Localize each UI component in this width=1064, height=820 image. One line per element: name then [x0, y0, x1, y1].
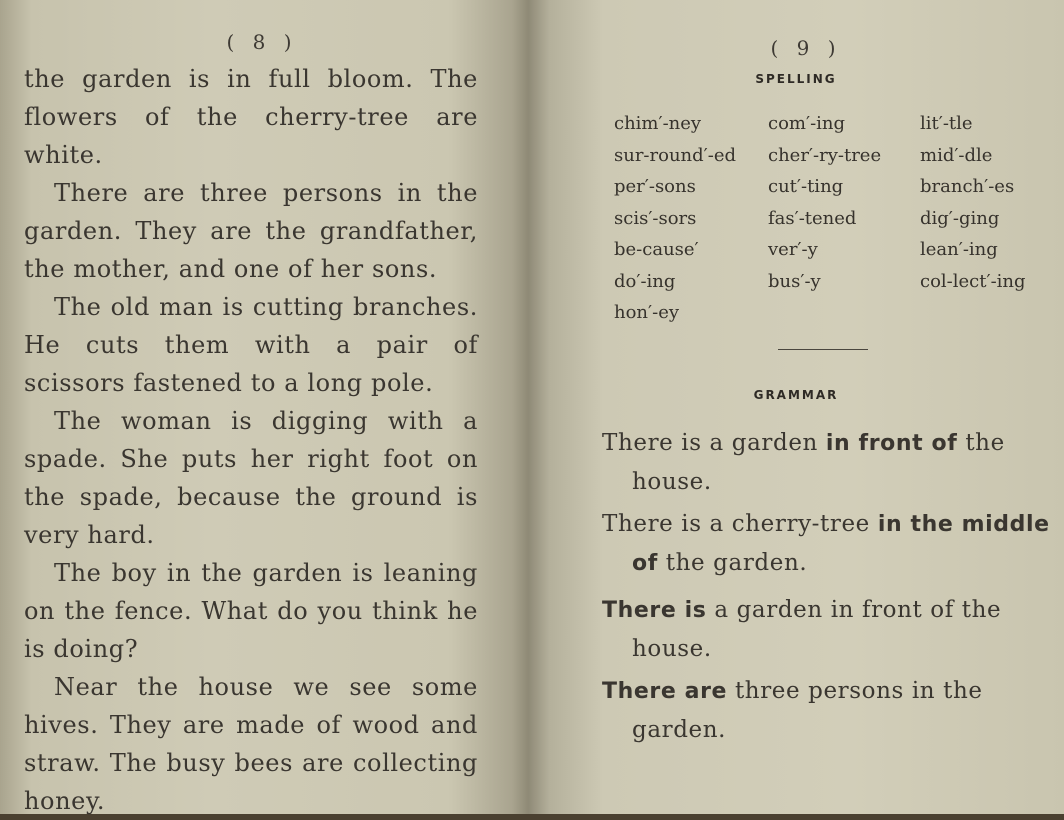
spelling-word: fas′-tened: [768, 207, 857, 229]
spelling-word: branch′-es: [920, 176, 1015, 197]
spelling-word: sur-round′-ed: [614, 144, 737, 166]
grammar-heading: GRAMMAR: [753, 387, 839, 402]
grammar-example-2: There is a cherry-tree in the middle: [602, 510, 1050, 537]
section-divider: [778, 349, 868, 350]
page-number-left: ( 8 ): [226, 30, 298, 54]
paragraph-3: The old man is cutting branches. He cuts them with a pair of scissors fastened to a long pole.: [24, 293, 478, 397]
spelling-word: do′-ing: [614, 270, 676, 292]
paragraph-1: the garden is in full bloom. The flowers of the cherry-tree are white.: [24, 65, 478, 169]
grammar-example-1-cont: house.: [632, 468, 712, 495]
grammar-example-4-cont: garden.: [632, 716, 727, 743]
spelling-word: ver′-y: [768, 239, 818, 260]
spelling-word: hon′-ey: [614, 302, 680, 323]
spelling-word: chim′-ney: [614, 113, 702, 134]
spelling-word: dig′-ging: [920, 207, 1000, 229]
spelling-word: mid′-dle: [920, 144, 993, 166]
spelling-word: cut′-ting: [768, 176, 844, 197]
spelling-word: lean′-ing: [920, 239, 998, 260]
spelling-word: com′-ing: [768, 113, 846, 134]
paragraph-5: The boy in the garden is leaning on the fence. What do you think he is doing?: [24, 559, 478, 663]
spelling-word: scis′-sors: [614, 207, 697, 229]
spelling-word: be-cause′: [614, 239, 699, 260]
grammar-example-2-cont: of the garden.: [632, 549, 808, 576]
grammar-example-1: There is a garden in front of the: [602, 429, 1005, 456]
spelling-word-list: [614, 108, 1050, 329]
page-number-right: ( 9 ): [770, 36, 842, 60]
spelling-word: cher′-ry-tree: [768, 144, 882, 166]
spelling-word: per′-sons: [614, 176, 696, 197]
spelling-word: bus′-y: [768, 270, 821, 292]
grammar-example-4: There are three persons in the: [602, 677, 983, 704]
grammar-example-3-cont: house.: [632, 635, 712, 662]
left-page: [0, 0, 528, 814]
spelling-word: col-lect′-ing: [920, 270, 1026, 292]
paragraph-4: The woman is digging with a spade. She puts her right foot on the spade, because the ground is very hard.: [24, 407, 478, 549]
paragraph-2: There are three persons in the garden. They are the grandfather, the mother, and one of her sons.: [24, 179, 478, 283]
right-page: [528, 0, 1064, 814]
grammar-example-3: There is a garden in front of the: [602, 596, 1002, 623]
paragraph-6: Near the house we see some hives. They are made of wood and straw. The busy bees are collecting honey.: [24, 673, 478, 815]
spelling-word: lit′-tle: [920, 113, 973, 134]
grammar-examples: [602, 424, 1050, 749]
spelling-heading: SPELLING: [755, 72, 837, 86]
